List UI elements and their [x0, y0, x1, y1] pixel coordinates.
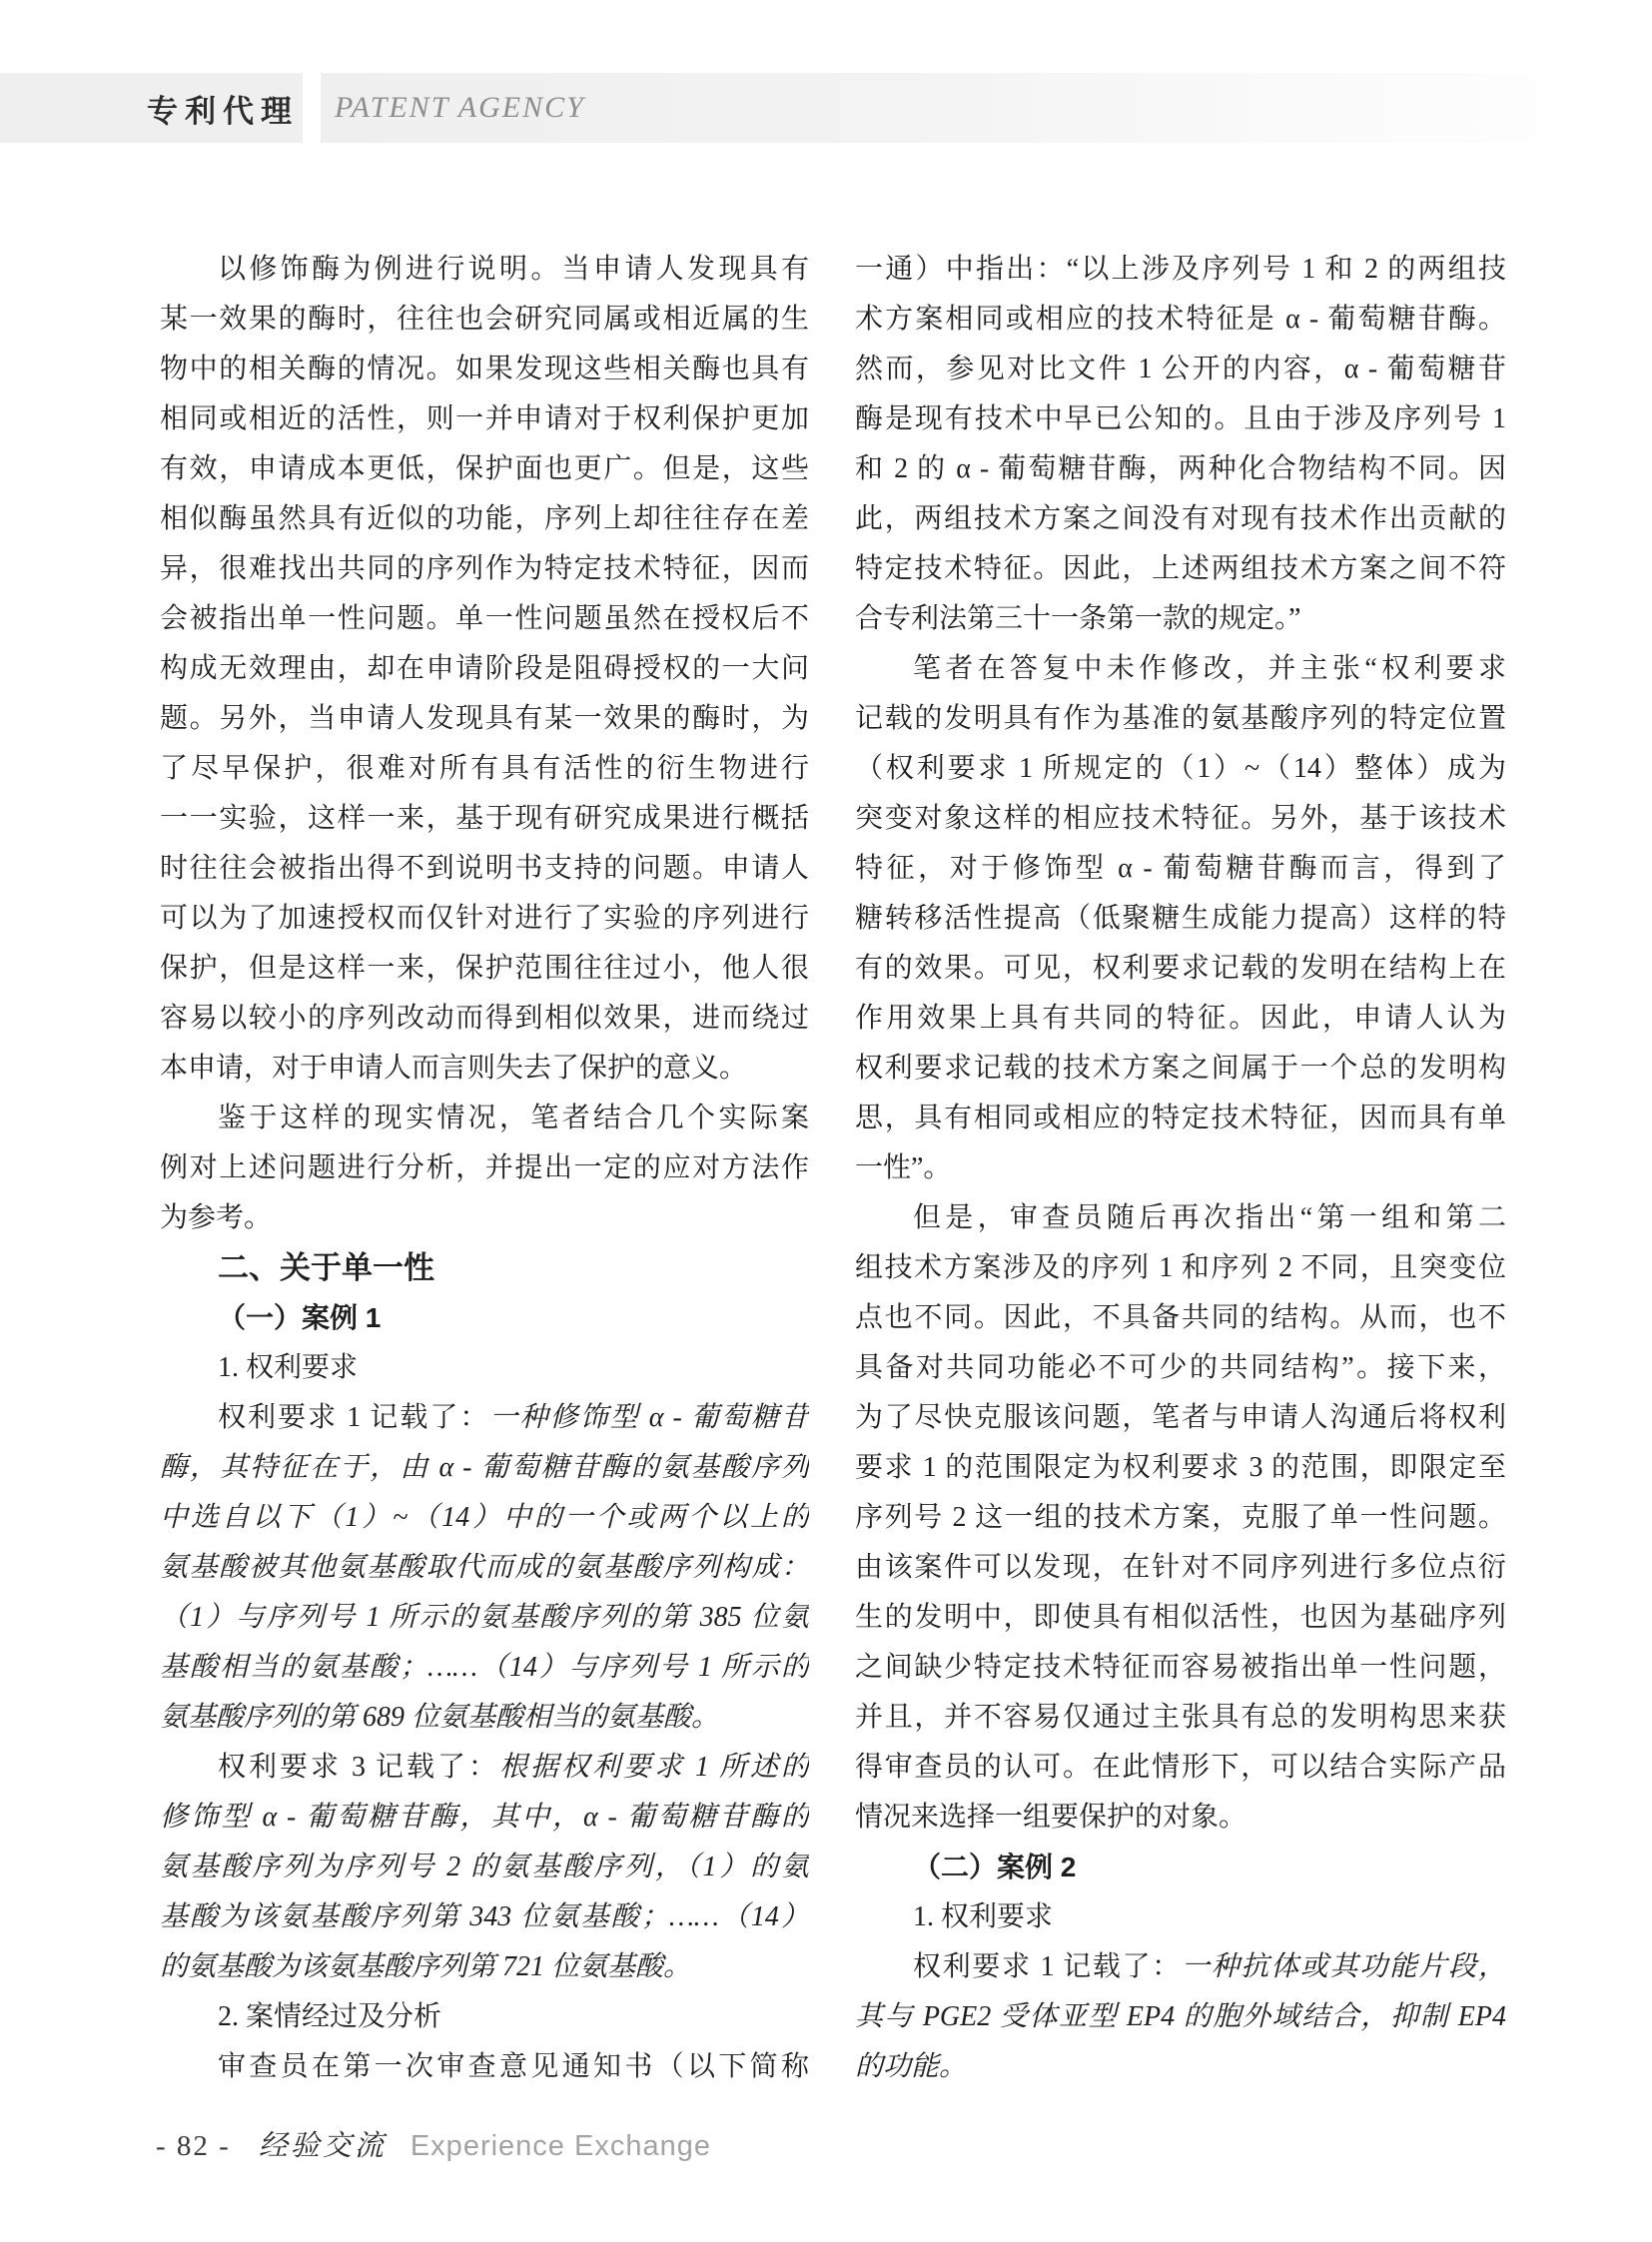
text-line: 和 2 的 α - 葡萄糖苷酶，两种化合物结构不同。因: [855, 453, 1506, 484]
text-line: 物中的相关酶的情况。如果发现这些相关酶也具有: [160, 354, 809, 384]
text-line: 序列号 2 这一组的技术方案，克服了单一性问题。: [855, 1502, 1506, 1533]
text-line: 术方案相同或相应的技术特征是 α - 葡萄糖苷酶。: [855, 304, 1506, 335]
footer-section-en: Experience Exchange: [410, 2130, 711, 2162]
text-line: 氨基酸序列的第 689 位氨基酸相当的氨基酸。: [160, 1702, 720, 1733]
text-line: 具备对共同功能必不可少的共同结构”。接下来，: [855, 1352, 1506, 1383]
text-line: 生的发明中，即使具有相似活性，也因为基础序列: [855, 1602, 1506, 1633]
text-line: 酶，其特征在于，由 α - 葡萄糖苷酶的氨基酸序列: [160, 1452, 809, 1483]
text-line: 点也不同。因此，不具备共同的结构。从而，也不: [855, 1302, 1506, 1333]
text-line: 为了尽快克服该问题，笔者与申请人沟通后将权利: [855, 1402, 1506, 1433]
claim-text-segment: 一种修饰型 α - 葡萄糖苷: [489, 1402, 809, 1433]
text-line: 可以为了加速授权而仅针对进行了实验的序列进行: [160, 903, 809, 934]
text-line: 作用效果上具有共同的特征。因此，申请人认为: [855, 1003, 1506, 1034]
text-line: 得审查员的认可。在此情形下，可以结合实际产品: [855, 1752, 1506, 1783]
text-line: 鉴于这样的现实情况，笔者结合几个实际案: [218, 1103, 809, 1133]
text-line: 以修饰酶为例进行说明。当申请人发现具有: [218, 254, 809, 285]
text-line: 相同或相近的活性，则一并申请对于权利保护更加: [160, 403, 809, 434]
text-line: （权利要求 1 所规定的（1）~（14）整体）成为: [855, 753, 1506, 784]
text-line: 一通）中指出：“以上涉及序列号 1 和 2 的两组技: [855, 254, 1506, 285]
text-segment: 权利要求 1 记载了：: [218, 1402, 490, 1433]
text-line: 保护，但是这样一来，保护范围往往过小，他人很: [160, 953, 809, 984]
text-line: 特定技术特征。因此，上述两组技术方案之间不符: [855, 553, 1506, 584]
text-line: 相似酶虽然具有近似的功能，序列上却往往存在差: [160, 503, 809, 534]
text-line: 并且，并不容易仅通过主张具有总的发明构思来获: [855, 1702, 1506, 1733]
text-line: 特征，对于修饰型 α - 葡萄糖苷酶而言，得到了: [855, 853, 1506, 884]
text-line: 会被指出单一性问题。单一性问题虽然在授权后不: [160, 603, 809, 634]
text-line: 酶是现有技术中早已公知的。且由于涉及序列号 1: [855, 403, 1506, 434]
text-segment: 权利要求 3 记载了：: [218, 1752, 499, 1783]
text-line: 权利要求记载的技术方案之间属于一个总的发明构: [855, 1053, 1506, 1084]
text-line: 修饰型 α - 葡萄糖苷酶，其中，α - 葡萄糖苷酶的: [160, 1802, 809, 1833]
text-line: 本申请，对于申请人而言则失去了保护的意义。: [160, 1053, 748, 1084]
text-line: 时往往会被指出得不到说明书支持的问题。申请人: [160, 853, 809, 884]
text-line: 组技术方案涉及的序列 1 和序列 2 不同，且突变位: [855, 1252, 1506, 1283]
text-line: 1. 权利要求: [913, 1901, 1054, 1932]
text-line: 要求 1 的范围限定为权利要求 3 的范围，即限定至: [855, 1452, 1506, 1483]
page-number: - 82 -: [156, 2130, 231, 2162]
text-line: 基酸相当的氨基酸；……（14）与序列号 1 所示的: [160, 1652, 809, 1683]
page-category-cn: 专利代理: [147, 93, 299, 129]
text-line: （1）与序列号 1 所示的氨基酸序列的第 385 位氨: [160, 1602, 809, 1633]
claim-text-segment: 根据权利要求 1 所述的: [499, 1752, 809, 1783]
text-line: [160, 1393, 809, 1443]
right-text-column: [855, 245, 1506, 2092]
text-line: 审查员在第一次审查意见通知书（以下简称: [218, 2051, 809, 2082]
text-line: 例对上述问题进行分析，并提出一定的应对方法作: [160, 1152, 809, 1183]
text-line: 之间缺少特定技术特征而容易被指出单一性问题，: [855, 1652, 1506, 1683]
text-line: 氨基酸序列为序列号 2 的氨基酸序列，（1）的氨: [160, 1852, 809, 1882]
page-footer: [156, 2123, 711, 2164]
text-line: 的氨基酸为该氨基酸序列第 721 位氨基酸。: [160, 1951, 692, 1982]
text-line: 的功能。: [855, 2051, 968, 2082]
text-line: [160, 1743, 809, 1793]
text-line: 基酸为该氨基酸序列第 343 位氨基酸；……（14）: [160, 1901, 809, 1932]
text-line: 中选自以下（1）~（14）中的一个或两个以上的: [160, 1502, 809, 1533]
text-line: 氨基酸被其他氨基酸取代而成的氨基酸序列构成：: [160, 1552, 809, 1583]
text-line: 为参考。: [160, 1202, 273, 1233]
text-line: 2. 案情经过及分析: [218, 2001, 442, 2032]
text-line: 1. 权利要求: [218, 1352, 359, 1383]
text-line: 有效，申请成本更低，保护面也更广。但是，这些: [160, 453, 809, 484]
heading-line: 二、关于单一性: [218, 1250, 434, 1285]
text-line: 由该案件可以发现，在针对不同序列进行多位点衍: [855, 1552, 1506, 1583]
header-band: [321, 73, 1613, 143]
text-line: 笔者在答复中未作修改，并主张“权利要求: [913, 653, 1506, 684]
text-line: 但是，审查员随后再次指出“第一组和第二: [913, 1202, 1506, 1233]
text-line: 构成无效理由，却在申请阶段是阻碍授权的一大问: [160, 653, 809, 684]
footer-section-cn: 经验交流: [258, 2130, 387, 2162]
text-line: 异，很难找出共同的序列作为特定技术特征，因而: [160, 553, 809, 584]
text-line: 思，具有相同或相应的特定技术特征，因而具有单: [855, 1103, 1506, 1133]
header-band-category: [0, 73, 303, 143]
text-line: 一性”。: [855, 1152, 952, 1183]
text-segment: 权利要求 1 记载了：: [913, 1951, 1182, 1982]
text-line: 了尽早保护，很难对所有具有活性的衍生物进行: [160, 753, 809, 784]
text-line: 糖转移活性提高（低聚糖生成能力提高）这样的特: [855, 903, 1506, 934]
text-line: 容易以较小的序列改动而得到相似效果，进而绕过: [160, 1003, 809, 1034]
text-line: 此，两组技术方案之间没有对现有技术作出贡献的: [855, 503, 1506, 534]
text-line: 一一实验，这样一来，基于现有研究成果进行概括: [160, 803, 809, 834]
heading-line: （二）案例 2: [913, 1852, 1077, 1882]
text-line: 某一效果的酶时，往往也会研究同属或相近属的生: [160, 304, 809, 335]
left-text-column: [160, 245, 809, 2092]
claim-text-segment: 一种抗体或其功能片段，: [1182, 1951, 1506, 1982]
text-line: 其与 PGE2 受体亚型 EP4 的胞外域结合，抑制 EP4: [855, 2001, 1506, 2032]
text-line: 题。另外，当申请人发现具有某一效果的酶时，为: [160, 703, 809, 734]
text-line: 有的效果。可见，权利要求记载的发明在结构上在: [855, 953, 1506, 984]
text-line: 突变对象这样的相应技术特征。另外，基于该技术: [855, 803, 1506, 834]
heading-line: （一）案例 1: [218, 1302, 382, 1333]
text-line: 情况来选择一组要保护的对象。: [855, 1802, 1247, 1833]
text-line: 然而，参见对比文件 1 公开的内容，α - 葡萄糖苷: [855, 354, 1506, 384]
text-line: 合专利法第三十一条第一款的规定。”: [855, 603, 1301, 634]
page-category-en: PATENT AGENCY: [335, 91, 585, 124]
text-line: [855, 1942, 1506, 1992]
text-line: 记载的发明具有作为基准的氨基酸序列的特定位置: [855, 703, 1506, 734]
